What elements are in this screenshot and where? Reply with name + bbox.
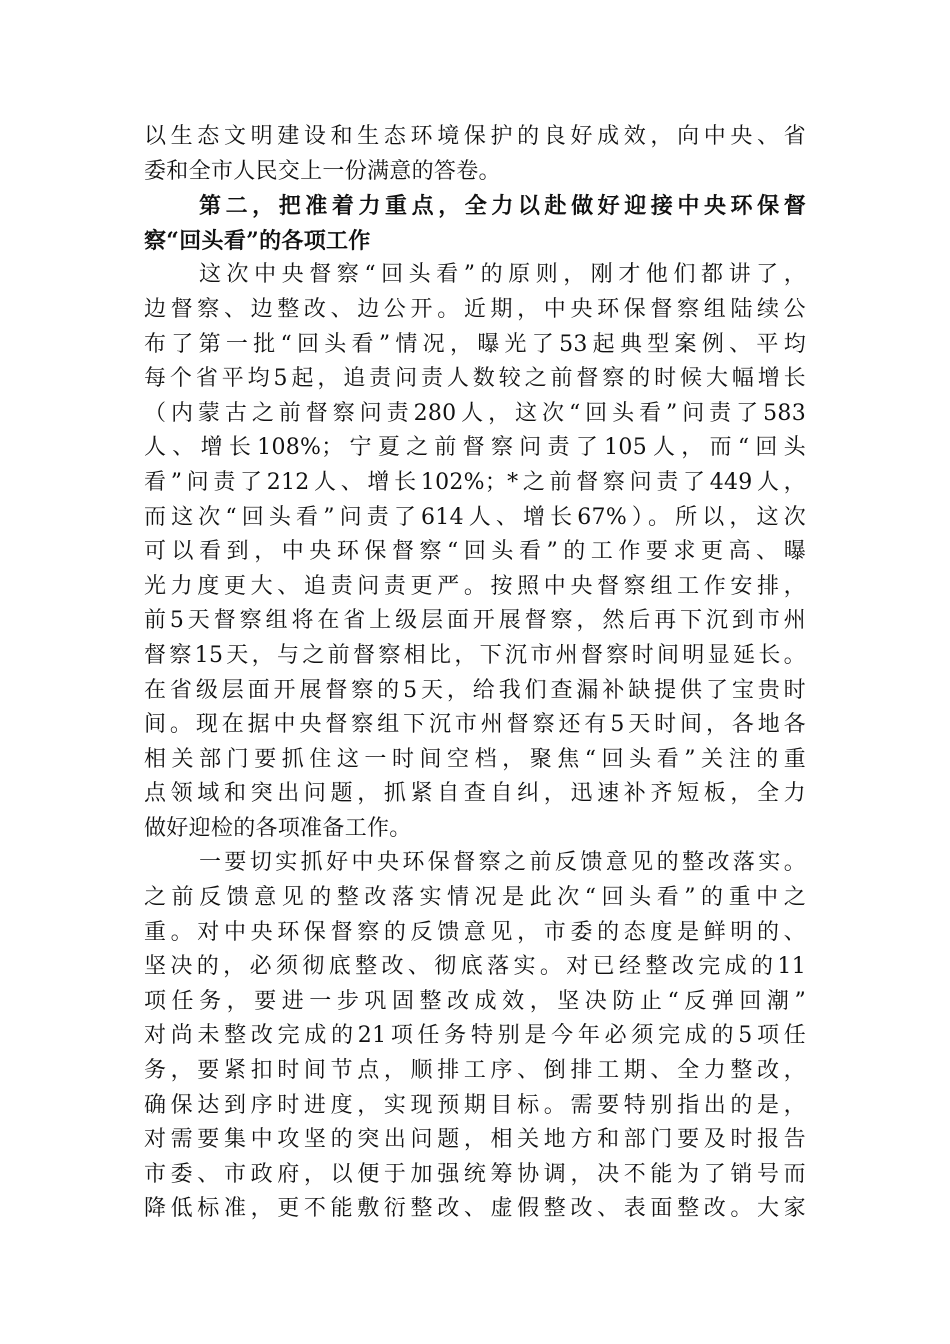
body-text-line: 人、增长108%；宁夏之前督察问责了105人，而“回头 <box>144 435 806 461</box>
body-text-line: 市委、市政府，以便于加强统筹协调，决不能为了销号而 <box>144 1161 806 1187</box>
body-text-line: 边督察、边整改、边公开。近期，中央环保督察组陆续公 <box>144 296 806 322</box>
body-text-line: 对尚未整改完成的21项任务特别是今年必须完成的5项任 <box>144 1023 806 1049</box>
body-text-line: 间。现在据中央督察组下沉市州督察还有5天时间，各地各 <box>144 712 806 738</box>
document-page <box>144 120 806 1227</box>
body-text-line: 项任务，要进一步巩固整改成效，坚决防止“反弹回潮” <box>144 988 806 1014</box>
body-text-line: 委和全市人民交上一份满意的答卷。 <box>144 158 501 184</box>
section-heading-line: 察“回头看”的各项工作 <box>144 227 371 254</box>
body-text-line: 每个省平均5起，追责问责人数较之前督察的时候大幅增长 <box>144 366 806 392</box>
body-text-line: 做好迎检的各项准备工作。 <box>144 815 412 841</box>
body-text-line: 可以看到，中央环保督察“回头看”的工作要求更高、曝 <box>144 539 806 565</box>
body-text-line: 这次中央督察“回头看”的原则，刚才他们都讲了， <box>199 262 806 288</box>
body-text-line: 布了第一批“回头看”情况，曝光了53起典型案例、平均 <box>144 331 806 357</box>
body-text-line: 坚决的，必须彻底整改、彻底落实。对已经整改完成的11 <box>144 954 806 980</box>
body-text-line: 看”问责了212人、增长102%；*之前督察问责了449人， <box>144 469 806 495</box>
body-text-line: （内蒙古之前督察问责280人，这次“回头看”问责了583 <box>144 400 806 426</box>
body-text-line: 确保达到序时进度，实现预期目标。需要特别指出的是， <box>144 1092 806 1118</box>
section-heading-line: 第二，把准着力重点，全力以赴做好迎接中央环保督 <box>199 193 806 220</box>
body-text-line: 之前反馈意见的整改落实情况是此次“回头看”的重中之 <box>144 885 806 911</box>
body-text-line: 务，要紧扣时间节点，顺排工序、倒排工期、全力整改， <box>144 1058 806 1084</box>
body-text-line: 对需要集中攻坚的突出问题，相关地方和部门要及时报告 <box>144 1127 806 1153</box>
body-text-line: 一要切实抓好中央环保督察之前反馈意见的整改落实。 <box>199 850 806 876</box>
body-text-line: 而这次“回头看”问责了614人、增长67%）。所以，这次 <box>144 504 806 530</box>
body-text-line: 重。对中央环保督察的反馈意见，市委的态度是鲜明的、 <box>144 919 806 945</box>
body-text-line: 督察15天，与之前督察相比，下沉市州督察时间明显延长。 <box>144 642 806 668</box>
body-text-line: 相关部门要抓住这一时间空档，聚焦“回头看”关注的重 <box>144 746 806 772</box>
body-text-line: 以生态文明建设和生态环境保护的良好成效，向中央、省 <box>144 124 806 149</box>
body-text-line: 点领域和突出问题，抓紧自查自纠，迅速补齐短板，全力 <box>144 781 806 807</box>
body-text-line: 降低标准，更不能敷衍整改、虚假整改、表面整改。大家 <box>144 1196 806 1222</box>
body-text-line: 光力度更大、追责问责更严。按照中央督察组工作安排， <box>144 573 806 599</box>
body-text-line: 在省级层面开展督察的5天，给我们查漏补缺提供了宝贵时 <box>144 677 806 703</box>
body-text-line: 前5天督察组将在省上级层面开展督察，然后再下沉到市州 <box>144 608 806 634</box>
